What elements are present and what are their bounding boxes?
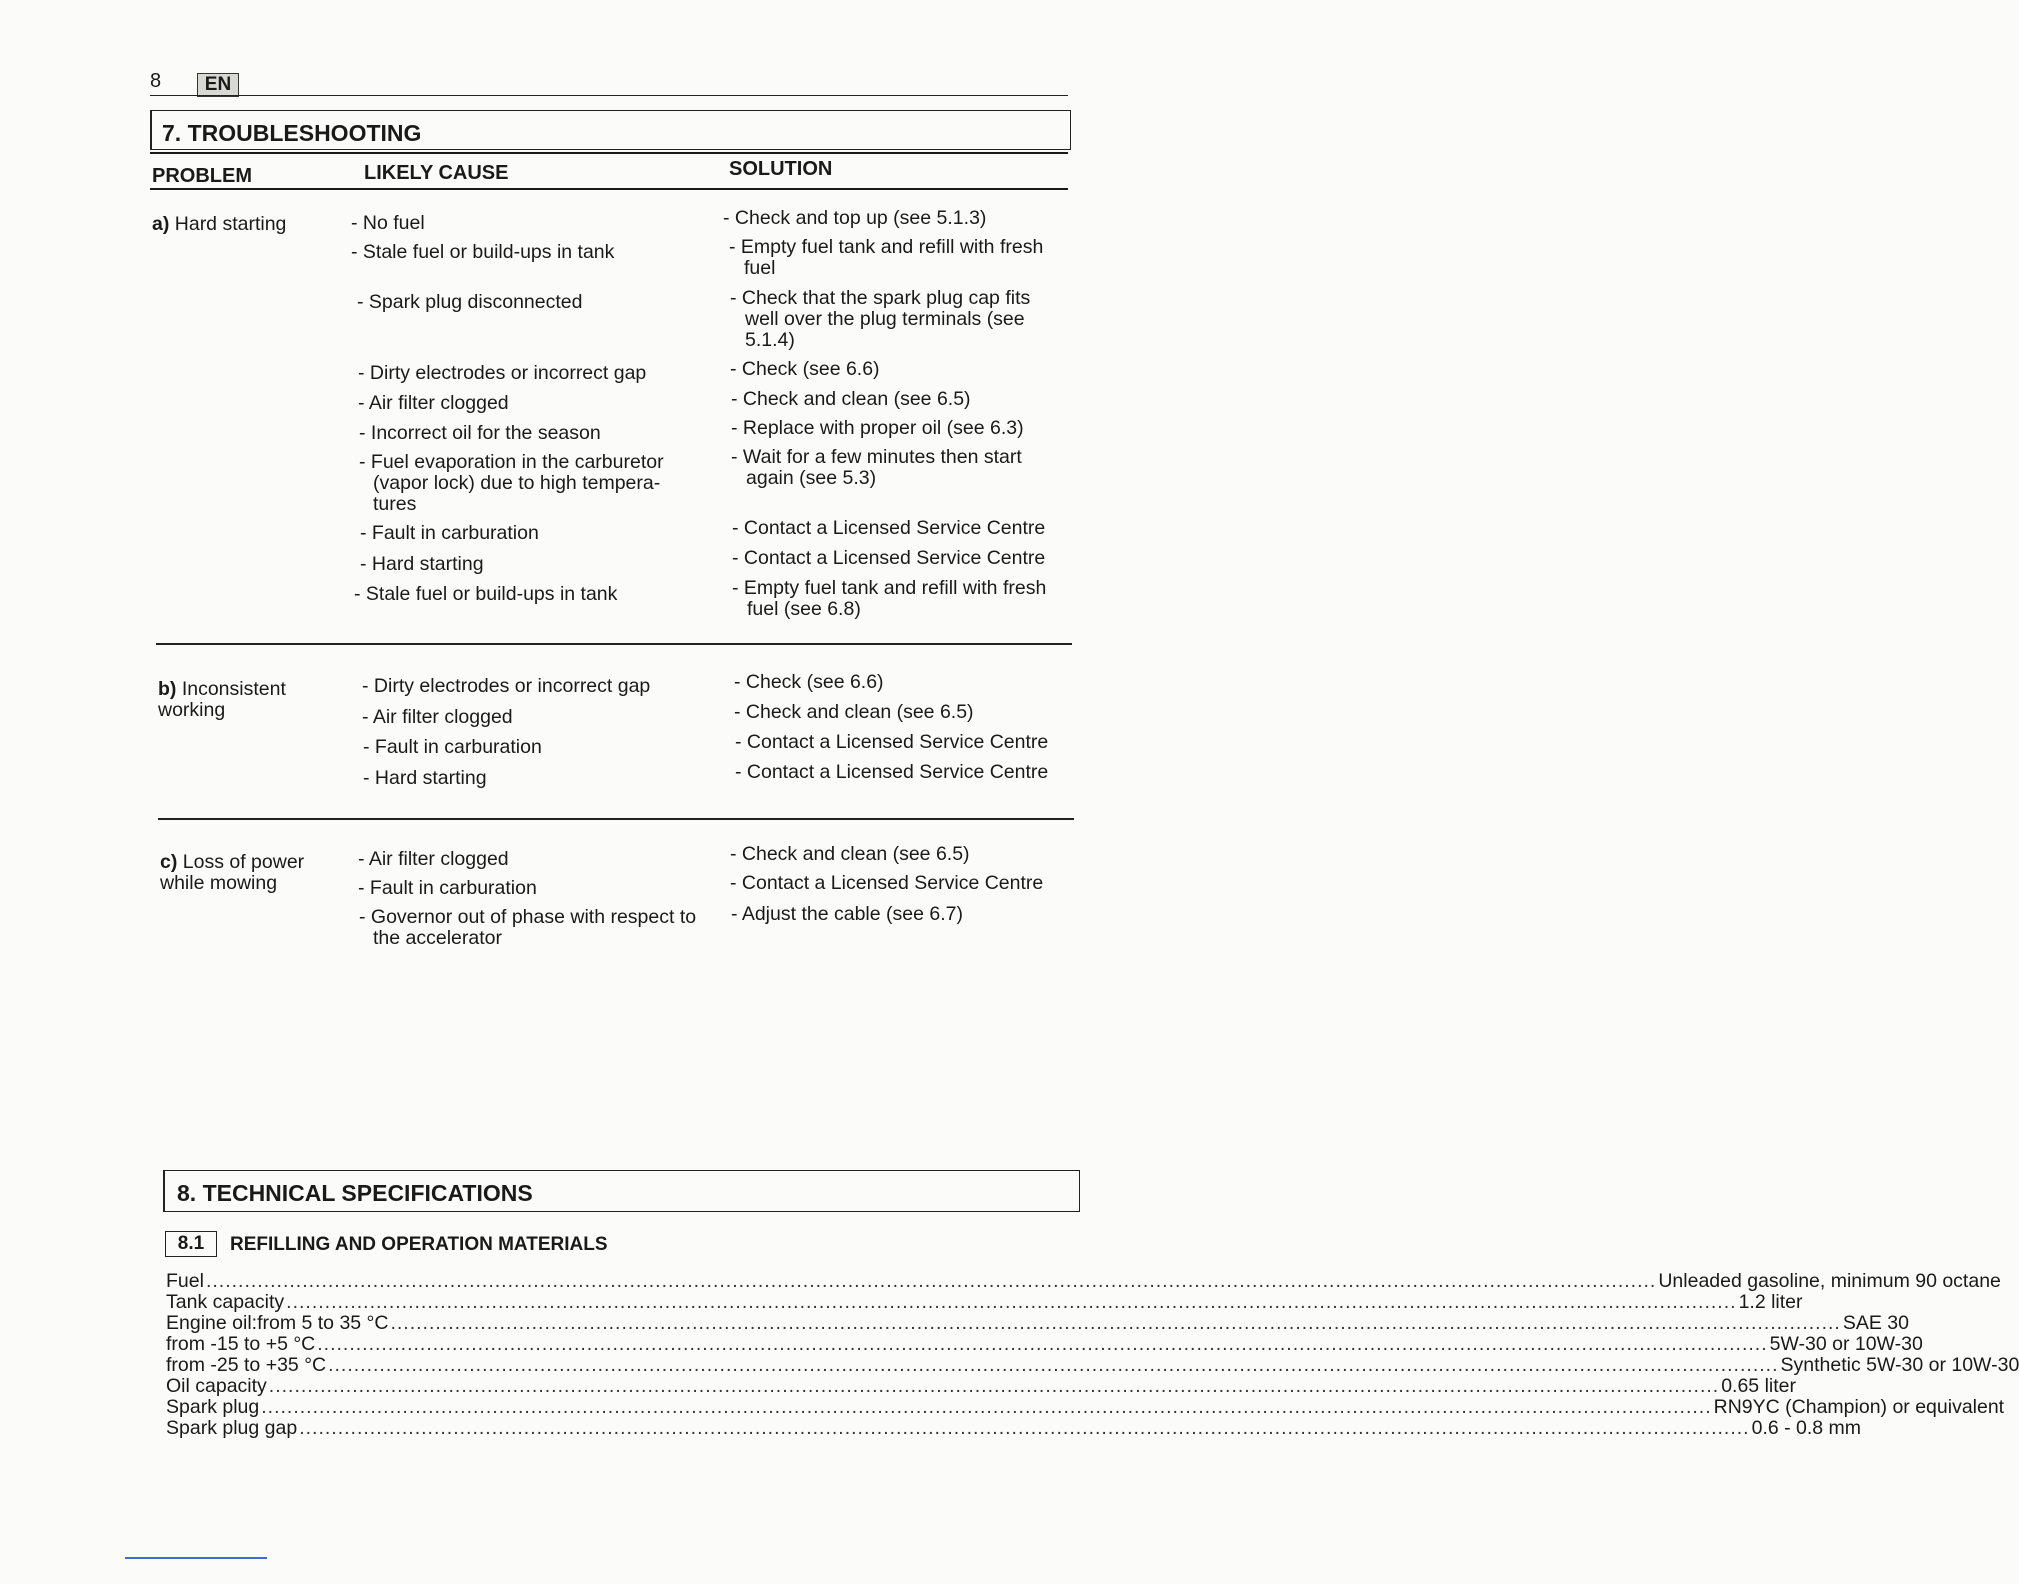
spec-value: 0.65 liter <box>1721 1375 1796 1397</box>
spec-row-spark-gap <box>166 1417 1862 1439</box>
problem-c-letter: c) <box>160 851 178 873</box>
cause-c-2: - Governor out of phase with respect to the accelerator <box>359 906 697 949</box>
cause-a-6: - Fuel evaporation in the carburetor (vapor lock) due to high tempera- tures <box>359 451 664 515</box>
problem-b <box>158 679 328 721</box>
solution-c-0: - Check and clean (see 6.5) <box>730 843 970 865</box>
language-badge: EN <box>197 73 239 97</box>
solution-c-2: - Adjust the cable (see 6.7) <box>731 903 963 925</box>
problem-a-letter: a) <box>152 213 170 235</box>
spec-label: Tank capacity <box>166 1291 285 1313</box>
problem-b-text: Inconsistent working <box>158 678 286 721</box>
specs-sub-title: REFILLING AND OPERATION MATERIALS <box>230 1234 608 1255</box>
col-header-problem: PROBLEM <box>152 165 252 187</box>
spec-value: 1.2 liter <box>1738 1291 1803 1313</box>
spec-label: Spark plug gap <box>166 1417 298 1439</box>
spec-row-oil-2 <box>166 1333 1923 1355</box>
page-number: 8 <box>150 70 162 92</box>
problem-a <box>152 214 342 235</box>
solution-a-8: - Contact a Licensed Service Centre <box>732 547 1046 569</box>
leader-dots: .................................................................................................................................................................................................................................. <box>317 1333 1768 1355</box>
col-header-cause: LIKELY CAUSE <box>364 162 509 184</box>
spec-sublabel: from 5 to 35 °C <box>257 1312 389 1334</box>
spec-row-oil-capacity <box>166 1375 1796 1397</box>
spec-value: Synthetic 5W-30 or 10W-30 <box>1780 1354 2019 1376</box>
cause-c-0: - Air filter clogged <box>358 848 509 870</box>
cause-a-1: - Stale fuel or build-ups in tank <box>351 241 615 263</box>
spec-row-tank <box>166 1291 1803 1313</box>
solution-a-4: - Check and clean (see 6.5) <box>731 388 971 410</box>
cause-a-4: - Air filter clogged <box>358 392 509 414</box>
cause-a-5: - Incorrect oil for the season <box>359 422 601 444</box>
solution-a-3: - Check (see 6.6) <box>730 358 880 380</box>
solution-a-7: - Contact a Licensed Service Centre <box>732 517 1046 539</box>
leader-dots: .................................................................................................................................................................................................................................. <box>261 1396 1712 1418</box>
solution-b-3: - Contact a Licensed Service Centre <box>735 761 1049 783</box>
bottom-accent-line <box>125 1557 267 1559</box>
spec-value: SAE 30 <box>1842 1312 1909 1334</box>
group-divider-b <box>158 818 1074 820</box>
cause-a-3: - Dirty electrodes or incorrect gap <box>358 362 647 384</box>
specs-title: 8. TECHNICAL SPECIFICATIONS <box>177 1180 533 1206</box>
spec-sublabel: from -15 to +5 °C <box>166 1333 316 1355</box>
leader-dots: .................................................................................................................................................................................................................................. <box>205 1270 1657 1292</box>
solution-a-1: - Empty fuel tank and refill with fresh fuel <box>729 236 1044 279</box>
spec-row-oil-3 <box>166 1354 2019 1376</box>
cause-b-3: - Hard starting <box>363 767 487 789</box>
problem-a-text: Hard starting <box>174 213 287 235</box>
solution-a-0: - Check and top up (see 5.1.3) <box>723 207 987 229</box>
table-header-rule <box>150 188 1068 190</box>
solution-a-9: - Empty fuel tank and refill with fresh fuel (see 6.8) <box>732 577 1047 620</box>
leader-dots: .................................................................................................................................................................................................................................. <box>286 1291 1737 1313</box>
troubleshooting-title: 7. TROUBLESHOOTING <box>162 120 422 146</box>
cause-b-1: - Air filter clogged <box>362 706 513 728</box>
cause-b-0: - Dirty electrodes or incorrect gap <box>362 675 651 697</box>
spec-row-fuel <box>166 1270 2001 1292</box>
spec-label: Oil capacity <box>166 1375 267 1397</box>
spec-sublabel: from -25 to +35 °C <box>166 1354 327 1376</box>
leader-dots: .................................................................................................................................................................................................................................. <box>390 1312 1841 1334</box>
spec-value: 0.6 - 0.8 mm <box>1751 1417 1862 1439</box>
spec-row-spark-plug <box>166 1396 2005 1418</box>
specs-sub-number: 8.1 <box>165 1231 217 1257</box>
spec-row-oil-1 <box>166 1312 1909 1334</box>
cause-a-8: - Hard starting <box>360 553 484 575</box>
spec-label: Engine oil: <box>166 1312 258 1334</box>
leader-dots: .................................................................................................................................................................................................................................. <box>328 1354 1779 1376</box>
spec-value: RN9YC (Champion) or equivalent <box>1713 1396 2005 1418</box>
header-rule <box>150 95 1068 96</box>
spec-label: Fuel <box>166 1270 204 1292</box>
table-top-rule <box>150 152 1068 154</box>
problem-c <box>160 852 340 894</box>
solution-b-1: - Check and clean (see 6.5) <box>734 701 974 723</box>
group-divider-a <box>156 643 1072 645</box>
spec-value: 5W-30 or 10W-30 <box>1769 1333 1923 1355</box>
cause-c-1: - Fault in carburation <box>358 877 537 899</box>
cause-a-9: - Stale fuel or build-ups in tank <box>354 583 618 605</box>
cause-a-7: - Fault in carburation <box>360 522 539 544</box>
spec-value: Unleaded gasoline, minimum 90 octane <box>1658 1270 2001 1292</box>
col-header-solution: SOLUTION <box>729 158 833 180</box>
solution-c-1: - Contact a Licensed Service Centre <box>730 872 1044 894</box>
solution-b-0: - Check (see 6.6) <box>734 671 884 693</box>
cause-a-0: - No fuel <box>351 212 425 234</box>
solution-a-2: - Check that the spark plug cap fits well over the plug terminals (see 5.1.4) <box>730 287 1031 351</box>
spec-label: Spark plug <box>166 1396 260 1418</box>
problem-b-letter: b) <box>158 678 177 700</box>
solution-a-6: - Wait for a few minutes then start again (see 5.3) <box>731 446 1022 489</box>
leader-dots: .................................................................................................................................................................................................................................. <box>268 1375 1720 1397</box>
solution-a-5: - Replace with proper oil (see 6.3) <box>731 417 1024 439</box>
problem-c-text: Loss of power while mowing <box>160 851 305 894</box>
solution-b-2: - Contact a Licensed Service Centre <box>735 731 1049 753</box>
leader-dots: .................................................................................................................................................................................................................................. <box>299 1417 1750 1439</box>
cause-b-2: - Fault in carburation <box>363 736 542 758</box>
cause-a-2: - Spark plug disconnected <box>357 291 583 313</box>
